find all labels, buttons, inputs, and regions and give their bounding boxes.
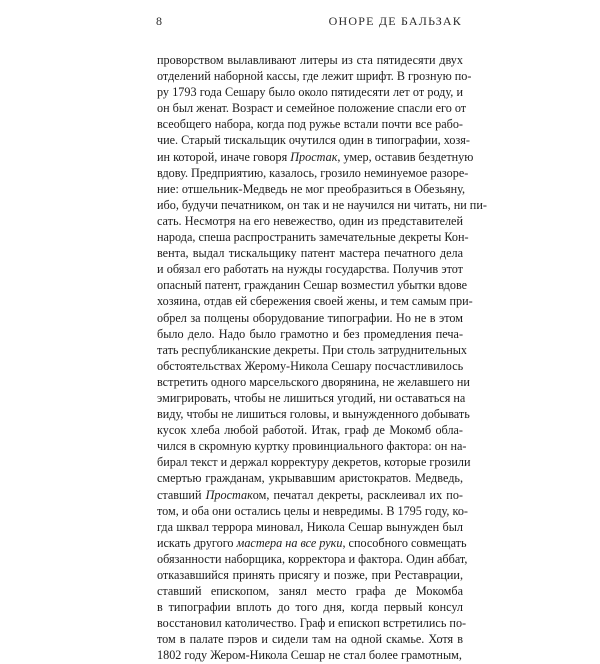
text-line: том в палате пэров и сидели там на одной скамье. Хотя в bbox=[157, 632, 463, 647]
running-head-author: ОНОРЕ ДЕ БАЛЬЗАК bbox=[328, 14, 462, 28]
text-line: ставший Простаком, печатал декреты, расклеивал их по- bbox=[157, 487, 463, 502]
text-line: обрел за полцены оборудование типографии. Но не в этом bbox=[157, 310, 463, 325]
text-line: всеобщего набора, когда под ружье встали почти все рабо- bbox=[157, 117, 463, 132]
text-line: чился в скромную куртку провинциального фактора: он на- bbox=[157, 439, 467, 454]
text-line: и обязал его работать на нужды государства. Получив этот bbox=[157, 262, 463, 277]
text-line: народа, спеша распространить замечательные декреты Кон- bbox=[157, 230, 469, 245]
page-header bbox=[156, 14, 462, 30]
text-line: отделений наборной кассы, где лежит шрифт. В грозную по- bbox=[157, 69, 472, 84]
text-line: проворством вылавливают литеры из ста пятидесяти двух bbox=[157, 53, 463, 67]
text-line: чие. Старый тискальщик очутился один в типографии, хозя- bbox=[157, 133, 470, 148]
text-line: в типографии вплоть до того дня, когда первый консул bbox=[157, 600, 463, 615]
text-line: бирал текст и держал корректуру декретов, которые грозили bbox=[157, 455, 471, 470]
text-line: сать. Несмотря на его невежество, один из представителей bbox=[157, 213, 463, 228]
text-line: ставший епископом, занял место графа де Мокомба bbox=[157, 584, 463, 599]
text-line: вента, выдал тискальщику патент мастера печатного дела bbox=[157, 246, 463, 261]
text-line: вдову. Предприятию, казалось, грозило неминуемое разоре- bbox=[157, 165, 469, 180]
text-line: гда шквал террора миновал, Никола Сешар вынужден был bbox=[157, 519, 463, 534]
text-line: опасный патент, гражданин Сешар возместил убытки вдове bbox=[157, 278, 468, 293]
text-line: было дело. Надо было грамотно и без промедления печа- bbox=[157, 326, 463, 341]
text-line: ибо, будучи печатником, он так и не научился ни читать, ни пи- bbox=[157, 197, 487, 212]
text-line: тать республиканские декреты. При столь затруднительных bbox=[157, 342, 468, 357]
text-line: ру 1793 года Сешару было около пятидесяти лет от роду, и bbox=[157, 85, 463, 100]
text-line: эмигрировать, чтобы не лишиться угодий, ни оставаться на bbox=[157, 390, 466, 405]
text-line: виду, чтобы не лишиться головы, и вынужденного добывать bbox=[157, 407, 470, 422]
text-line: искать другого мастера на все руки, способного совмещать bbox=[157, 535, 467, 550]
text-line: он был женат. Возраст и семейное положение спасли его от bbox=[157, 101, 467, 116]
text-line: встретить одного марсельского дворянина, не желавшего ни bbox=[157, 374, 470, 389]
text-line: кусок хлеба любой работой. Итак, граф де Мокомб облa- bbox=[157, 423, 463, 438]
text-line: ин которой, иначе говоря Простак, умер, оставив бездетную bbox=[157, 149, 474, 164]
text-line: обязанности наборщика, корректора и фактора. Один аббат, bbox=[157, 551, 468, 566]
text-line: 1802 году Жером-Никола Сешар не стал более грамотным, bbox=[157, 648, 462, 663]
text-line: смертью гражданам, укрывавшим аристократов. Медведь, bbox=[157, 471, 463, 486]
text-line: ние: отшельник-Медведь не мог преобразиться в Обезьяну, bbox=[157, 181, 466, 196]
text-line: отказавшийся принять присягу и позже, при Реставрации, bbox=[157, 568, 463, 582]
page-number: 8 bbox=[156, 14, 162, 28]
text-line: том, и оба они остались целы и невредимы. В 1795 году, ко- bbox=[157, 503, 468, 518]
body-text bbox=[157, 52, 487, 664]
text-line: хозяина, отдав ей сбережения своей жены, и тем самым при- bbox=[157, 294, 473, 309]
text-line: восстановил католичество. Граф и епископ встретились по- bbox=[157, 616, 467, 631]
text-line: обстоятельствах Жерому-Никола Сешару посчастливилось bbox=[157, 358, 464, 373]
